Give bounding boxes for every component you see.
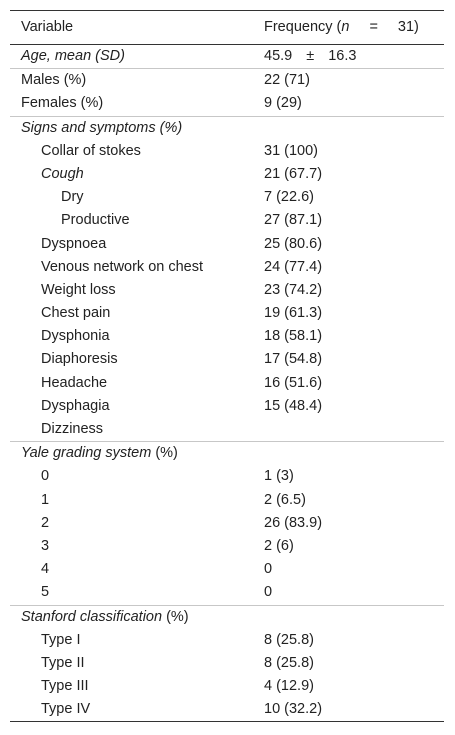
row-value: 2 (6.5) [264,491,306,508]
row-value: 4 (12.9) [264,678,314,695]
section-header-signs [10,117,444,140]
row-label: Cough [41,165,84,182]
row-label: 1 [41,491,50,508]
row-label: Weight loss [41,281,116,298]
section-header-yale [10,442,444,465]
row-value: 9 (29) [264,95,302,112]
row-value: 16 (51.6) [264,374,323,391]
row-label: Productive [61,212,130,229]
row-value: 2 (6) [264,537,294,554]
row-value: 18 (58.1) [264,328,323,345]
section-title: Signs and symptoms (%) [21,119,183,136]
row-label: Diaphoresis [41,351,118,368]
table-row-males [10,69,444,92]
row-value: 15 (48.4) [264,397,323,414]
table-row [10,652,444,675]
row-value: 8 (25.8) [264,654,314,671]
table-row [10,209,444,232]
section-title: Stanford classification (%) [21,608,189,625]
row-label: Type II [41,654,85,671]
row-label: 3 [41,537,50,554]
row-value: 19 (61.3) [264,305,323,322]
row-value: 45.9 ± 16.3 [264,48,357,64]
table-row-females [10,92,444,116]
row-label: Type III [41,678,89,695]
section-header-stanford [10,606,444,629]
table-row [10,372,444,395]
row-label: 2 [41,514,50,531]
row-value: 31 (100) [264,142,319,159]
row-value: 7 (22.6) [264,189,314,206]
row-label: Type IV [41,701,91,718]
table-row-age [10,45,444,69]
row-label: Headache [41,374,108,391]
row-value: 10 (32.2) [264,701,323,718]
row-label: 5 [41,584,50,601]
table-row [10,233,444,256]
row-value: 8 (25.8) [264,631,314,648]
table-row [10,418,444,442]
row-value: 24 (77.4) [264,258,323,275]
row-value: 17 (54.8) [264,351,323,368]
row-label: Dyspnoea [41,235,107,252]
table-row [10,256,444,279]
row-label: 4 [41,561,50,578]
table-row [10,186,444,209]
row-label: Dysphagia [41,397,110,414]
results-table [10,10,444,722]
table-row [10,140,444,163]
row-label: Females (%) [21,95,104,112]
row-value: 25 (80.6) [264,235,323,252]
table-row [10,558,444,581]
row-value: 21 (67.7) [264,165,323,182]
row-value: 0 [264,584,273,601]
table-row [10,279,444,302]
row-value: 23 (74.2) [264,281,323,298]
section-title: Yale grading system (%) [21,445,178,462]
bottom-rule [10,721,444,722]
table-row [10,348,444,371]
row-value: 27 (87.1) [264,212,323,229]
row-value: 1 (3) [264,468,294,485]
table-row [10,325,444,348]
row-value: 26 (83.9) [264,514,323,531]
row-value: 22 (71) [264,72,310,89]
table-row [10,675,444,698]
row-label: Venous network on chest [41,258,204,275]
row-label: Dry [61,189,84,206]
table-row [10,512,444,535]
table-row [10,302,444,325]
row-label: Dysphonia [41,328,110,345]
header-row [10,11,444,44]
header-variable: Variable [21,19,74,35]
table-row [10,629,444,652]
row-label: Dizziness [41,421,104,437]
table-row [10,535,444,558]
table-row [10,163,444,186]
row-label: Chest pain [41,305,111,322]
row-label: Collar of stokes [41,142,141,159]
table-row [10,698,444,721]
row-label: Age, mean (SD) [21,48,125,64]
row-value: 0 [264,561,273,578]
table-row [10,465,444,488]
header-frequency: Frequency (n = 31) [264,19,419,35]
table-row [10,581,444,605]
row-label: 0 [41,468,50,485]
table-row [10,489,444,512]
row-label: Males (%) [21,72,87,89]
row-label: Type I [41,631,81,648]
table-row [10,395,444,418]
